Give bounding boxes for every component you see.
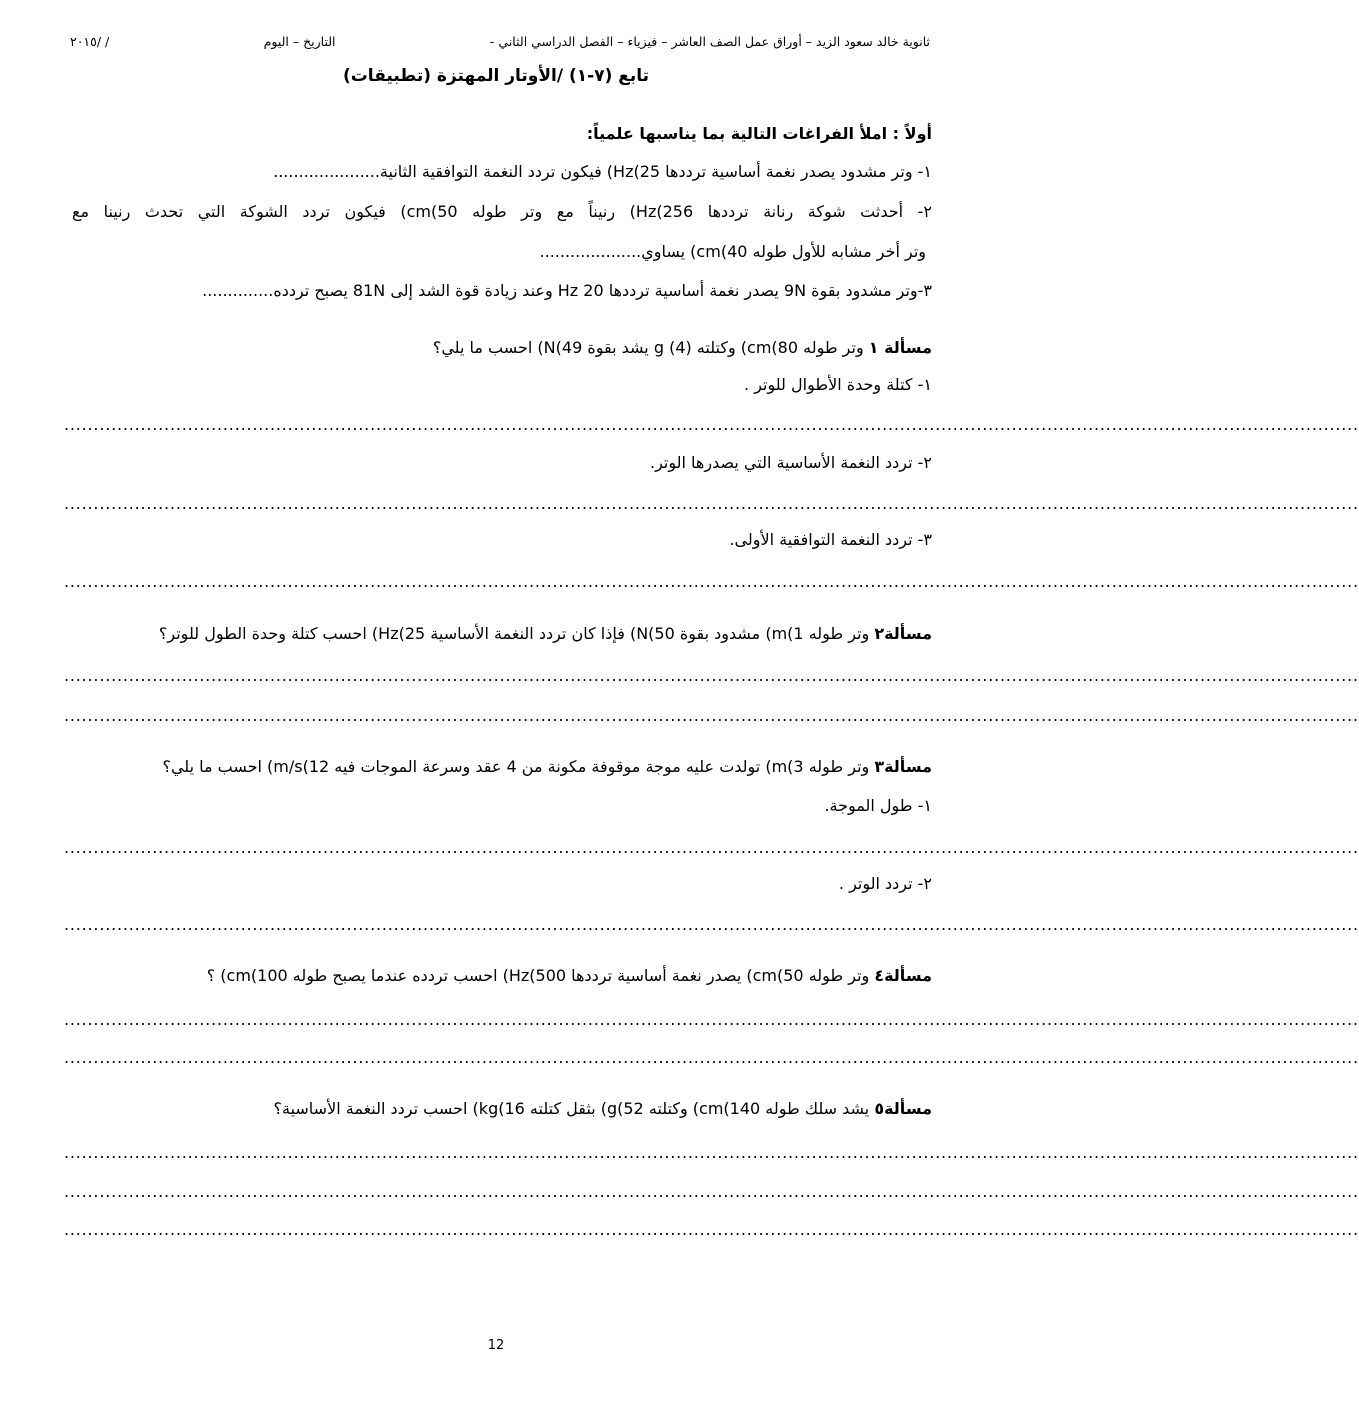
problem-1 xyxy=(433,338,932,357)
problem-3-text: وتر طوله 3)m) تولدت عليه موجة موقوفة مكونة من 4 عقد وسرعة الموجات فيه 12)m/s) احسب ما يلي؟ xyxy=(162,757,875,776)
problem-1-item-2: ٢- تردد النغمة الأساسية التي يصدرها الوتر. xyxy=(650,453,932,472)
page-title: تابع (٧-١) /الأوتار المهتزة (تطبيقات) xyxy=(342,66,650,86)
problem-1-item-1: ١- كتلة وحدة الأطوال للوتر . xyxy=(744,375,932,394)
answer-line[interactable]: ............................................................................................................................................................................................................................ xyxy=(64,1182,1359,1201)
problem-4 xyxy=(207,966,932,985)
fill-question-3: ٣-وتر مشدود بقوة 9N يصدر نغمة أساسية ترددها 20 Hz وعند زيادة قوة الشد إلى 81N يصبح تردده.............. xyxy=(202,281,932,300)
problem-5-text: يشد سلك طوله 140)cm) وكتلته 52)g) بثقل كتلته 16)kg) احسب تردد النغمة الأساسية؟ xyxy=(273,1099,875,1118)
problem-5-label: مسألة٥ xyxy=(874,1099,932,1118)
section-heading: أولاً : املأ الفراغات التالية بما يناسبها علمياً: xyxy=(586,124,932,143)
problem-2-label: مسألة٢ xyxy=(874,624,932,643)
answer-line[interactable]: ............................................................................................................................................................................................................................ xyxy=(64,1010,1359,1029)
problem-2-text: وتر طوله 1)m) مشدود بقوة 50)N) فإذا كان تردد النغمة الأساسية 25)Hz) احسب كتلة وحدة الطول للوتر؟ xyxy=(158,624,875,643)
answer-line[interactable]: ............................................................................................................................................................................................................................ xyxy=(64,572,1359,591)
problem-4-label: مسألة٤ xyxy=(874,966,932,985)
problem-3-item-1: ١- طول الموجة. xyxy=(824,796,932,815)
page-header xyxy=(70,34,930,54)
problem-3 xyxy=(162,757,932,776)
answer-line[interactable]: ............................................................................................................................................................................................................................ xyxy=(64,1143,1359,1162)
fill-question-2-line-2: وتر أخر مشابه للأول طوله 40)cm) يساوي.................... xyxy=(539,242,926,261)
header-school: ثانوية خالد سعود الزيد – أوراق عمل الصف العاشر – فيزياء – الفصل الدراسي الثاني - xyxy=(489,34,930,49)
header-date-value: / /٢٠١٥ xyxy=(70,34,110,49)
fill-question-2-line-1: ٢- أحدثت شوكة رنانة ترددها 256)Hz) رنيناً مع وتر طوله 50)cm) فيكون تردد الشوكة التي تحدث رنينا مع xyxy=(72,202,932,221)
answer-line[interactable]: ............................................................................................................................................................................................................................ xyxy=(64,415,1359,434)
problem-3-label: مسألة٣ xyxy=(874,757,932,776)
answer-line[interactable]: ............................................................................................................................................................................................................................ xyxy=(64,494,1359,513)
problem-2 xyxy=(159,624,932,643)
answer-line[interactable]: ............................................................................................................................................................................................................................ xyxy=(64,1048,1359,1067)
answer-line[interactable]: ............................................................................................................................................................................................................................ xyxy=(64,706,1359,725)
header-date-label: التاريخ – اليوم xyxy=(263,34,336,49)
answer-line[interactable]: ............................................................................................................................................................................................................................ xyxy=(64,1220,1359,1239)
problem-1-item-3: ٣- تردد النغمة التوافقية الأولى. xyxy=(729,530,932,549)
problem-1-text: وتر طوله 80)cm) وكتلته g (4) يشد بقوة 49)N) احسب ما يلي؟ xyxy=(432,338,869,357)
answer-line[interactable]: ............................................................................................................................................................................................................................ xyxy=(64,838,1359,857)
answer-line[interactable]: ............................................................................................................................................................................................................................ xyxy=(64,915,1359,934)
answer-line[interactable]: ............................................................................................................................................................................................................................ xyxy=(64,666,1359,685)
problem-4-text: وتر طوله 50)cm) يصدر نغمة أساسية ترددها 500)Hz) احسب تردده عندما يصبح طوله 100)cm) ؟ xyxy=(206,966,875,985)
problem-5 xyxy=(274,1099,933,1118)
page-number: 12 xyxy=(487,1338,505,1353)
fill-question-1: ١- وتر مشدود يصدر نغمة أساسية ترددها 25)Hz) فيكون تردد النغمة التوافقية الثانية..................... xyxy=(273,162,932,181)
problem-1-label: مسألة ١ xyxy=(868,338,932,357)
problem-3-item-2: ٢- تردد الوتر . xyxy=(838,874,932,893)
